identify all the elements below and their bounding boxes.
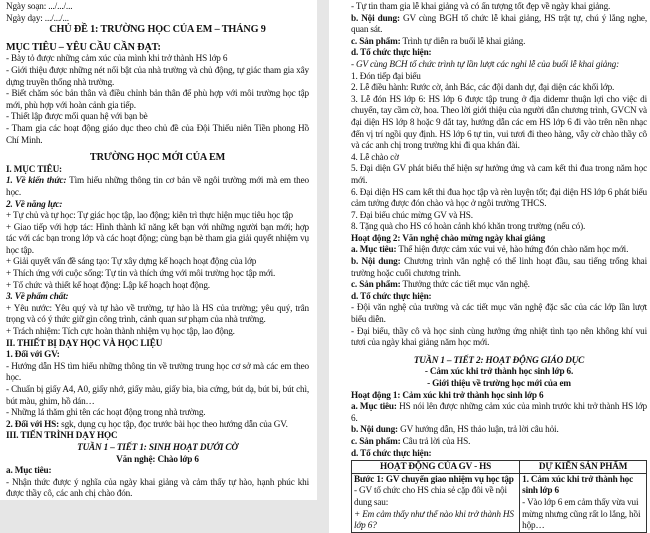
- step-1-text: - GV tổ chức cho HS chia sẻ cặp đôi về nội dung sau:: [354, 485, 507, 507]
- document-page-left: [0, 0, 317, 500]
- objective-label: a. Mục tiêu:: [6, 465, 52, 476]
- activity-2-title: Hoạt động 2: Văn nghệ chào mừng ngày khai giảng: [351, 232, 546, 243]
- organize-label: d. Tổ chức thực hiện:: [351, 47, 432, 58]
- goals-heading: MỤC TIÊU – YÊU CẦU CẦN ĐẠT:: [6, 41, 161, 53]
- act2-objective-label: a. Mục tiêu:: [351, 244, 397, 255]
- step-item: 3. Lễ đón HS lớp 6: HS lớp 6 được tập trung ở địa didemr thuận lợi cho việc di chuyển, tay cầm cờ, hoa. Theo lời giới thiệu của người dẫn chương trình, GVCN và đại diện HS lớp 8 hoặc 9 dắt tay, hướng dẫn các em HS lớp 6 đi vào trên nền nhạc đến vị trí ngồi quy định. HS lớp 6 tự tin, vui tươi đi theo hàng, vẫy cờ chào thầy cô và các anh chị trong trường khi đi qua khán đài.: [351, 93, 647, 151]
- goal-item: - Tham gia các hoạt động giáo dục theo chủ đề của Đội Thiếu niên Tiền phong Hồ Chí Minh.: [6, 122, 309, 145]
- step-1-question: + Em cảm thấy như thế nào khi trở thành HS lớp 6?: [354, 508, 514, 531]
- table-cell-product: [520, 473, 647, 532]
- act1-product: [351, 436, 647, 448]
- week1-lesson2-title: TUẦN 1 – TIẾT 2: HOẠT ĐỘNG GIÁO DỤC: [413, 354, 585, 365]
- lesson-title: TRƯỜNG HỌC MỚI CỦA EM: [89, 152, 226, 164]
- quality-label: 3. Về phẩm chất:: [6, 291, 69, 302]
- act2-item: - Đội văn nghệ của trường và các tiết mục văn nghệ đặc sắc của các lớp lần lượt biểu diễn.: [351, 302, 647, 325]
- act2-organize-label: d. Tổ chức thực hiện:: [351, 290, 432, 301]
- goal-item: - Thiết lập được mối quan hệ với bạn bè: [6, 111, 148, 122]
- objective-text: - Nhận thức được ý nghĩa của ngày khai giảng và cảm thấy tự hào, hạnh phúc khi được thầy cô, các anh chị chào đón.: [6, 476, 309, 499]
- act1-product-text: Câu trả lời của HS.: [400, 435, 471, 446]
- act2-objective: [351, 244, 647, 256]
- product-text: - Vào lớp 6 em cảm thấy vừa vui mừng nhưng cũng rất lo lắng, hồi hộp…: [522, 496, 641, 531]
- content-label: b. Nội dung:: [351, 12, 400, 23]
- goal-item: - Giới thiệu được những nét nổi bật của nhà trường và chủ động, tự giác tham gia xây dựng truyền thống nhà trường.: [6, 64, 309, 87]
- activity-table: [351, 460, 647, 533]
- week1-subtitle: Văn nghệ: Chào lớp 6: [116, 453, 199, 464]
- ability-label: 2. Về năng lực:: [6, 198, 63, 209]
- section-1-heading: I. MỤC TIÊU:: [6, 163, 62, 174]
- act2-content-label: b. Nội dung:: [351, 256, 401, 267]
- ability-item: + Giải quyết vấn đề sáng tạo: Tự xây dựng kế hoạch hoạt động của lớp: [6, 256, 257, 267]
- gv-item: - Chuẩn bị giấy A4, A0, giấy nhớ, giấy màu, giấy bìa, bìa cứng, bút dạ, bút bi, bút chì, bút màu, ghim, hồ dán…: [6, 384, 309, 406]
- step-item: 6. Đại diện HS cam kết thi đua học tập và rèn luyện tốt; đại diện HS lớp 6 phát biểu cảm tưởng được đón chào và học ở ngôi trường THCS.: [351, 186, 647, 209]
- content-text: GV cùng BGH tổ chức lễ khai giảng, HS trật tự, chú ý lắng nghe, quan sát.: [351, 12, 647, 35]
- product-line: [351, 36, 647, 48]
- organize-intro: - GV cùng BCH tổ chức trình tự lần lượt các nghi lễ của buổi lễ khai giảng:: [351, 58, 620, 69]
- act2-item: - Đại biểu, thầy cô và học sinh cùng hưởng ứng nhiệt tình tạo nên không khí vui tươi của ngày khai giảng năm học mới.: [351, 325, 647, 348]
- ability-item: + Tự chủ và tự học: Tự giác học tập, lao động; kiên trì thực hiện mục tiêu học tập: [6, 210, 293, 221]
- gv-label: 1. Đối với GV:: [6, 349, 60, 360]
- gv-item: - Những lá thăm ghi tên các hoạt động trong nhà trường.: [6, 407, 206, 418]
- quality-item: + Trách nhiệm: Tích cực hoàn thành nhiệm vụ học tập, lao động.: [6, 326, 235, 337]
- week1-title: TUẦN 1 – TIẾT 1: SINH HOẠT DƯỚI CỜ: [77, 441, 238, 452]
- date-taught: Ngày dạy: .../.../...: [6, 12, 69, 23]
- act1-content: [351, 424, 647, 436]
- act1-objective-text: HS nói lên được những cảm xúc của mình trước khi trở thành HS lớp 6.: [351, 401, 648, 423]
- product-text: Trình tự diễn ra buổi lễ khai giảng.: [400, 35, 526, 46]
- topic-title: CHỦ ĐỀ 1: TRƯỜNG HỌC CỦA EM – THÁNG 9: [49, 24, 266, 36]
- knowledge-text: Tìm hiểu những thông tin cơ bản về ngôi trường mới mà em theo học.: [6, 175, 310, 197]
- knowledge-line: [6, 175, 309, 198]
- act2-product-text: Thưởng thức các tiết mục văn nghệ.: [400, 279, 530, 290]
- act1-organize-label: d. Tổ chức thực hiện:: [351, 447, 432, 458]
- act2-content-text: Chương trình văn nghệ có thể linh hoạt đầu, sau tiếng trống khai trường hoặc cuối chương trình.: [351, 256, 648, 278]
- knowledge-label: 1. Về kiến thức:: [6, 175, 67, 186]
- content-line: [351, 13, 647, 36]
- step-item: 8. Tặng quà cho HS có hoàn cảnh khó khăn trong trường (nếu có).: [351, 221, 586, 232]
- quality-item: + Yêu nước: Yêu quý và tự hào về trường, tự hào là HS của trường; yêu quý, trân trọng và có ý thức giữ gìn công trình, cảnh quan sư phạm của nhà trường.: [6, 302, 309, 325]
- document-page-right: [329, 0, 650, 533]
- table-row: [352, 473, 647, 532]
- week1-lesson2-sub2: - Giới thiệu về trường học mới của em: [427, 378, 571, 388]
- act1-content-text: GV hướng dẫn, HS thảo luận, trả lời câu hỏi.: [397, 424, 559, 435]
- ability-item: + Tổ chức và thiết kế hoạt động: Lập kế hoạch hoạt động.: [6, 279, 210, 290]
- hs-label: 2. Đối với HS:: [6, 418, 60, 429]
- step-item: 2. Lễ điều hành: Rước cờ, ảnh Bác, các đội danh dự, đại diện các khối lớp.: [351, 82, 615, 93]
- activity-1-title: Hoạt động 1: Cảm xúc khi trở thành học sinh lớp 6: [351, 389, 544, 400]
- section-2-heading: II. THIẾT BỊ DẠY HỌC VÀ HỌC LIỆU: [6, 337, 163, 348]
- act1-objective-label: a. Mục tiêu:: [351, 401, 397, 412]
- date-prepared: Ngày soạn: .../.../...: [6, 1, 73, 11]
- gv-item: - Hướng dẫn HS tìm hiểu những thông tin về trường trung học cơ sở mà các em theo học.: [6, 360, 309, 383]
- act1-content-label: b. Nội dung:: [351, 424, 398, 435]
- table-header: DỰ KIẾN SẢN PHẨM: [520, 461, 647, 474]
- table-header: HOẠT ĐỘNG CỦA GV - HS: [352, 461, 520, 474]
- goal-item: - Bày tỏ được những cảm xúc của mình khi trở thành HS lớp 6: [6, 53, 228, 64]
- step-1-title: Bước 1: GV chuyển giao nhiệm vụ học tập: [354, 473, 514, 484]
- step-item: 5. Đại diện GV phát biểu thể hiện sự hưởng ứng và cam kết thi đua trong năm học mới.: [351, 163, 647, 185]
- act2-product: [351, 279, 647, 291]
- step-item: 1. Đón tiếp đại biểu: [351, 70, 421, 81]
- hs-text: sgk, dụng cụ học tập, đọc trước bài học theo hướng dẫn của GV.: [59, 418, 288, 429]
- hs-line: [6, 419, 309, 431]
- goal-item: - Biết chăm sóc bản thân và điều chỉnh bản thân để phù hợp với môi trường học tập mới, phù hợp với hoàn cảnh gia tiếp.: [6, 88, 309, 110]
- intro-line: - Tự tin tham gia lễ khai giảng và có ấn tượng tốt đẹp về ngày khai giảng.: [351, 1, 611, 11]
- act1-objective: [351, 401, 647, 424]
- step-item: 7. Đại biểu chúc mừng GV và HS.: [351, 209, 473, 220]
- act2-objective-text: Thể hiện được cảm xúc vui vẻ, hào hứng đón chào năm học mới.: [396, 244, 629, 255]
- act1-product-label: c. Sản phẩm:: [351, 435, 401, 446]
- step-item: 4. Lễ chào cờ: [351, 151, 399, 162]
- table-cell-activity: [352, 473, 520, 532]
- product-label: c. Sản phẩm:: [351, 35, 401, 46]
- act2-content: [351, 256, 647, 279]
- act2-product-label: c. Sản phẩm:: [351, 279, 401, 290]
- ability-item: + Thích ứng với cuộc sống: Tự tin và thích ứng với môi trường học tập mới.: [6, 268, 276, 279]
- ability-item: + Giao tiếp với hợp tác: Hình thành kĩ năng kết bạn với những người bạn mới; hợp tác với các bạn trong lớp và các hoạt động; cùng bạn bè tham gia giải quyết nhiệm vụ học tập.: [6, 221, 309, 255]
- section-3-heading: III. TIẾN TRÌNH DẠY HỌC: [6, 430, 118, 441]
- product-title: 1. Cảm xúc khi trở thành học sinh lớp 6: [522, 473, 634, 496]
- week1-lesson2-sub1: - Cảm xúc khi trở thành học sinh lớp 6.: [424, 366, 574, 377]
